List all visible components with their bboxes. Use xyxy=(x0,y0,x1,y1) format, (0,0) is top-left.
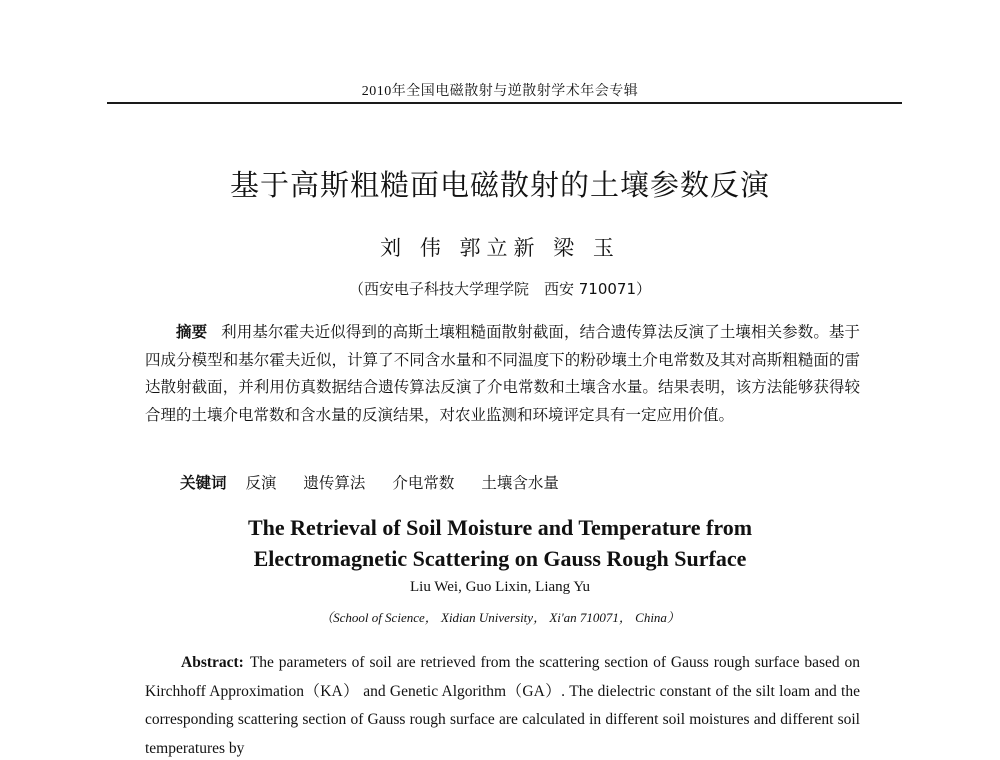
header-rule xyxy=(107,102,902,104)
english-title-line: The Retrieval of Soil Moisture and Temperature from xyxy=(247,515,753,540)
running-header: 2010年全国电磁散射与逆散射学术年会专辑 xyxy=(361,84,639,99)
english-authors: Liu Wei, Guo Lixin, Liang Yu xyxy=(409,579,591,595)
keyword: 土壤含水量 xyxy=(481,474,559,492)
chinese-abstract-text: 利用基尔霍夫近似得到的高斯土壤粗糙面散射截面，结合遗传算法反演了土壤相关参数。基于四成分模型和基尔霍夫近似，计算了不同含水量和不同温度下的粉砂壤土介电常数及其对高斯粗糙面的雷达散射截面，并利用仿真数据结合遗传算法反演了介电常数和土壤含水量。结果表明，该方法能够获得较合理的土壤介电常数和含水量的反演结果，对农业监测和环境评定具有一定应用价值。 xyxy=(145,323,860,424)
english-affiliation: （School of Science， Xidian University， Xi'an 710071， China） xyxy=(320,610,680,625)
english-title xyxy=(0,512,1000,574)
keyword: 反演 xyxy=(245,474,277,492)
chinese-affiliation: （西安电子科技大学理学院 西安 710071） xyxy=(348,280,652,298)
chinese-authors: 刘 伟 郭立新 梁 玉 xyxy=(380,236,620,260)
keyword: 遗传算法 xyxy=(303,474,366,492)
chinese-abstract xyxy=(145,319,860,429)
chinese-keywords xyxy=(180,471,880,493)
keyword: 介电常数 xyxy=(392,474,455,492)
english-abstract-label: Abstract: xyxy=(181,654,244,671)
chinese-keywords-label: 关键词 xyxy=(180,474,227,492)
english-abstract xyxy=(145,649,860,760)
english-title-line: Electromagnetic Scattering on Gauss Rough Surface xyxy=(253,546,747,571)
chinese-title: 基于高斯粗糙面电磁散射的土壤参数反演 xyxy=(229,168,770,202)
english-abstract-text: The parameters of soil are retrieved from the scattering section of Gauss rough surface based on Kirchhoff Approximation（KA） and Genetic Algorithm（GA）. The dielectric constant of the silt loam and the corresponding scattering section of Gauss rough surface are calculated in different soil moistures and different soil temperatures by xyxy=(145,654,860,757)
chinese-abstract-label: 摘要 xyxy=(176,323,208,341)
